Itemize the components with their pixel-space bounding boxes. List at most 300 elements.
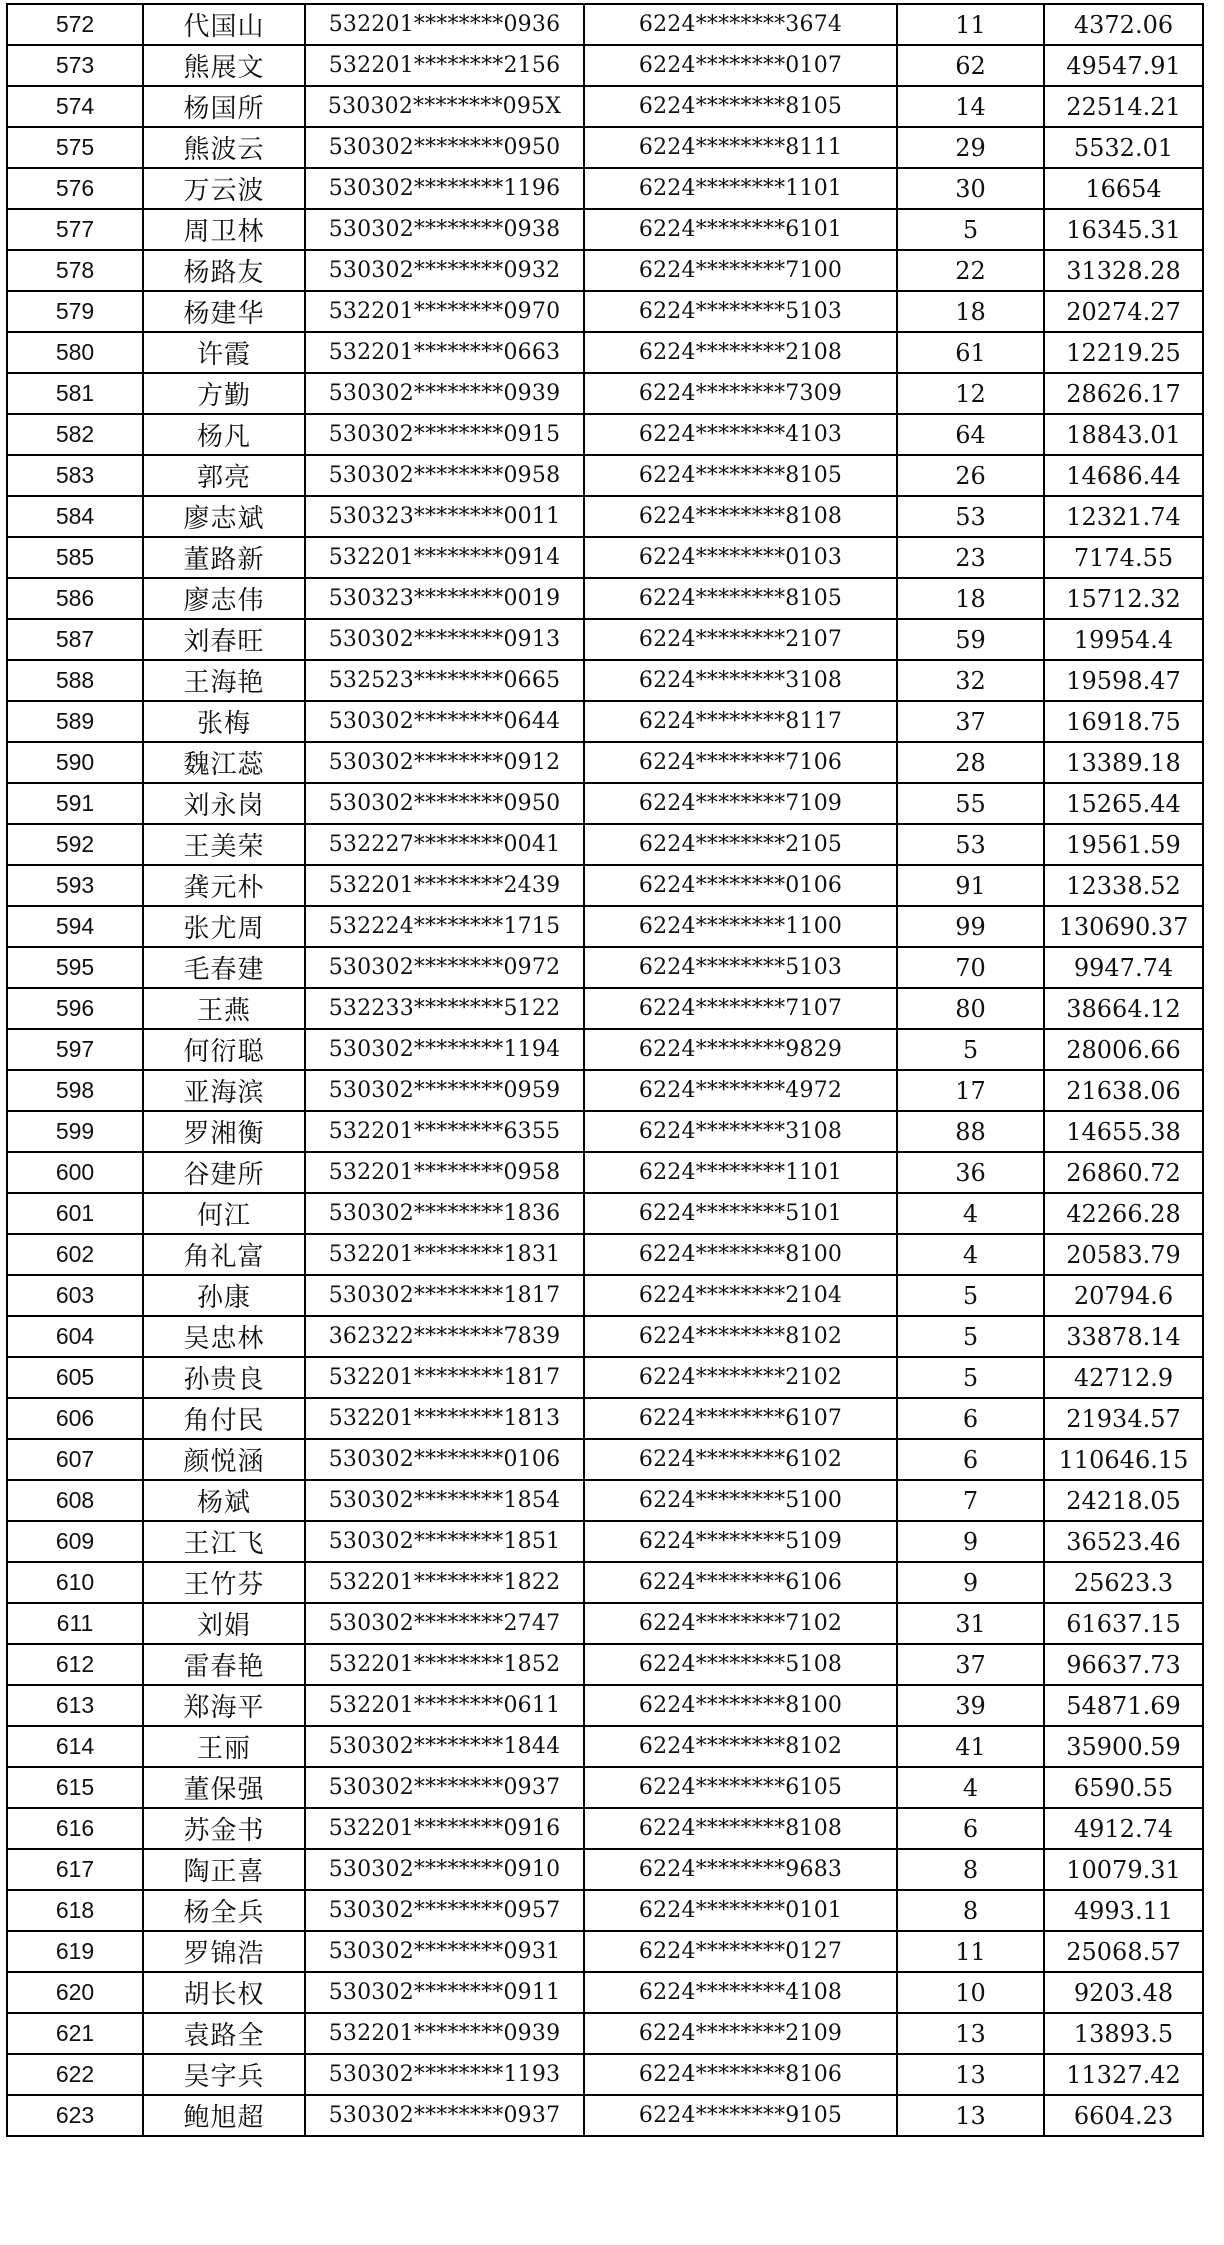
id-number-cell: 532201********1813 xyxy=(305,1398,584,1439)
count-cell: 26 xyxy=(897,455,1044,496)
id-number-cell: 530302********2747 xyxy=(305,1603,584,1644)
row-number-cell: 575 xyxy=(7,127,143,168)
bank-card-cell: 6224********8100 xyxy=(584,1234,897,1275)
amount-cell: 130690.37 xyxy=(1044,906,1203,947)
name-cell: 孙康 xyxy=(143,1275,305,1316)
row-number-cell: 582 xyxy=(7,414,143,455)
id-number-cell: 532201********0611 xyxy=(305,1685,584,1726)
amount-cell: 9203.48 xyxy=(1044,1972,1203,2013)
row-number-cell: 612 xyxy=(7,1644,143,1685)
row-number-cell: 591 xyxy=(7,783,143,824)
bank-card-cell: 6224********8111 xyxy=(584,127,897,168)
name-cell: 万云波 xyxy=(143,168,305,209)
name-cell: 郑海平 xyxy=(143,1685,305,1726)
row-number-cell: 615 xyxy=(7,1767,143,1808)
table-row xyxy=(7,2054,1203,2095)
name-cell: 周卫林 xyxy=(143,209,305,250)
count-cell: 5 xyxy=(897,209,1044,250)
id-number-cell: 532201********6355 xyxy=(305,1111,584,1152)
bank-card-cell: 6224********3674 xyxy=(584,4,897,45)
bank-card-cell: 6224********5103 xyxy=(584,291,897,332)
row-number-cell: 596 xyxy=(7,988,143,1029)
name-cell: 亚海滨 xyxy=(143,1070,305,1111)
table-row xyxy=(7,373,1203,414)
bank-card-cell: 6224********0103 xyxy=(584,537,897,578)
amount-cell: 38664.12 xyxy=(1044,988,1203,1029)
name-cell: 角礼富 xyxy=(143,1234,305,1275)
id-number-cell: 530302********1854 xyxy=(305,1480,584,1521)
amount-cell: 42266.28 xyxy=(1044,1193,1203,1234)
count-cell: 13 xyxy=(897,2013,1044,2054)
name-cell: 代国山 xyxy=(143,4,305,45)
name-cell: 魏江蕊 xyxy=(143,742,305,783)
bank-card-cell: 6224********8106 xyxy=(584,2054,897,2095)
table-row xyxy=(7,332,1203,373)
name-cell: 颜悦涵 xyxy=(143,1439,305,1480)
name-cell: 熊波云 xyxy=(143,127,305,168)
bank-card-cell: 6224********7100 xyxy=(584,250,897,291)
amount-cell: 24218.05 xyxy=(1044,1480,1203,1521)
count-cell: 13 xyxy=(897,2054,1044,2095)
bank-card-cell: 6224********7102 xyxy=(584,1603,897,1644)
row-number-cell: 607 xyxy=(7,1439,143,1480)
amount-cell: 21934.57 xyxy=(1044,1398,1203,1439)
bank-card-cell: 6224********1101 xyxy=(584,1152,897,1193)
count-cell: 41 xyxy=(897,1726,1044,1767)
count-cell: 39 xyxy=(897,1685,1044,1726)
id-number-cell: 530302********0958 xyxy=(305,455,584,496)
table-row xyxy=(7,45,1203,86)
name-cell: 角付民 xyxy=(143,1398,305,1439)
bank-card-cell: 6224********6101 xyxy=(584,209,897,250)
amount-cell: 36523.46 xyxy=(1044,1521,1203,1562)
data-table xyxy=(6,3,1204,2137)
bank-card-cell: 6224********0127 xyxy=(584,1931,897,1972)
row-number-cell: 602 xyxy=(7,1234,143,1275)
table-row xyxy=(7,1931,1203,1972)
table-row xyxy=(7,1029,1203,1070)
table-row xyxy=(7,1685,1203,1726)
count-cell: 18 xyxy=(897,291,1044,332)
table-row xyxy=(7,1808,1203,1849)
id-number-cell: 530302********1851 xyxy=(305,1521,584,1562)
table-row xyxy=(7,496,1203,537)
amount-cell: 14655.38 xyxy=(1044,1111,1203,1152)
amount-cell: 4372.06 xyxy=(1044,4,1203,45)
table-row xyxy=(7,865,1203,906)
id-number-cell: 532201********1831 xyxy=(305,1234,584,1275)
row-number-cell: 621 xyxy=(7,2013,143,2054)
count-cell: 13 xyxy=(897,2095,1044,2136)
count-cell: 37 xyxy=(897,1644,1044,1685)
id-number-cell: 530302********0912 xyxy=(305,742,584,783)
name-cell: 胡长权 xyxy=(143,1972,305,2013)
name-cell: 王丽 xyxy=(143,1726,305,1767)
count-cell: 30 xyxy=(897,168,1044,209)
row-number-cell: 616 xyxy=(7,1808,143,1849)
table-row xyxy=(7,1521,1203,1562)
name-cell: 张尤周 xyxy=(143,906,305,947)
name-cell: 郭亮 xyxy=(143,455,305,496)
amount-cell: 15712.32 xyxy=(1044,578,1203,619)
bank-card-cell: 6224********4103 xyxy=(584,414,897,455)
id-number-cell: 362322********7839 xyxy=(305,1316,584,1357)
table-row xyxy=(7,1111,1203,1152)
id-number-cell: 532523********0665 xyxy=(305,660,584,701)
amount-cell: 28006.66 xyxy=(1044,1029,1203,1070)
row-number-cell: 585 xyxy=(7,537,143,578)
bank-card-cell: 6224********8108 xyxy=(584,1808,897,1849)
bank-card-cell: 6224********0107 xyxy=(584,45,897,86)
row-number-cell: 573 xyxy=(7,45,143,86)
bank-card-cell: 6224********8105 xyxy=(584,578,897,619)
bank-card-cell: 6224********2105 xyxy=(584,824,897,865)
bank-card-cell: 6224********1101 xyxy=(584,168,897,209)
table-row xyxy=(7,1234,1203,1275)
bank-card-cell: 6224********3108 xyxy=(584,660,897,701)
amount-cell: 49547.91 xyxy=(1044,45,1203,86)
id-number-cell: 530302********0950 xyxy=(305,127,584,168)
count-cell: 8 xyxy=(897,1890,1044,1931)
id-number-cell: 530302********0950 xyxy=(305,783,584,824)
table-row xyxy=(7,1562,1203,1603)
name-cell: 毛春建 xyxy=(143,947,305,988)
table-row xyxy=(7,86,1203,127)
name-cell: 杨路友 xyxy=(143,250,305,291)
amount-cell: 15265.44 xyxy=(1044,783,1203,824)
name-cell: 鲍旭超 xyxy=(143,2095,305,2136)
table-row xyxy=(7,291,1203,332)
id-number-cell: 530302********0932 xyxy=(305,250,584,291)
table-row xyxy=(7,1849,1203,1890)
id-number-cell: 530302********1196 xyxy=(305,168,584,209)
bank-card-cell: 6224********2107 xyxy=(584,619,897,660)
row-number-cell: 611 xyxy=(7,1603,143,1644)
id-number-cell: 530323********0011 xyxy=(305,496,584,537)
amount-cell: 26860.72 xyxy=(1044,1152,1203,1193)
row-number-cell: 584 xyxy=(7,496,143,537)
id-number-cell: 530302********0910 xyxy=(305,1849,584,1890)
name-cell: 袁路全 xyxy=(143,2013,305,2054)
amount-cell: 22514.21 xyxy=(1044,86,1203,127)
count-cell: 28 xyxy=(897,742,1044,783)
table-row xyxy=(7,1726,1203,1767)
bank-card-cell: 6224********2102 xyxy=(584,1357,897,1398)
amount-cell: 11327.42 xyxy=(1044,2054,1203,2095)
id-number-cell: 532201********2156 xyxy=(305,45,584,86)
name-cell: 何江 xyxy=(143,1193,305,1234)
bank-card-cell: 6224********1100 xyxy=(584,906,897,947)
amount-cell: 4912.74 xyxy=(1044,1808,1203,1849)
count-cell: 53 xyxy=(897,824,1044,865)
amount-cell: 25068.57 xyxy=(1044,1931,1203,1972)
row-number-cell: 619 xyxy=(7,1931,143,1972)
amount-cell: 4993.11 xyxy=(1044,1890,1203,1931)
name-cell: 杨凡 xyxy=(143,414,305,455)
amount-cell: 20583.79 xyxy=(1044,1234,1203,1275)
count-cell: 6 xyxy=(897,1808,1044,1849)
count-cell: 70 xyxy=(897,947,1044,988)
table-row xyxy=(7,988,1203,1029)
row-number-cell: 588 xyxy=(7,660,143,701)
name-cell: 廖志斌 xyxy=(143,496,305,537)
bank-card-cell: 6224********5101 xyxy=(584,1193,897,1234)
amount-cell: 42712.9 xyxy=(1044,1357,1203,1398)
table-row xyxy=(7,455,1203,496)
count-cell: 8 xyxy=(897,1849,1044,1890)
bank-card-cell: 6224********2108 xyxy=(584,332,897,373)
name-cell: 孙贵良 xyxy=(143,1357,305,1398)
table-row xyxy=(7,783,1203,824)
name-cell: 张梅 xyxy=(143,701,305,742)
count-cell: 11 xyxy=(897,1931,1044,1972)
row-number-cell: 617 xyxy=(7,1849,143,1890)
bank-card-cell: 6224********9829 xyxy=(584,1029,897,1070)
id-number-cell: 530302********0915 xyxy=(305,414,584,455)
id-number-cell: 532201********1817 xyxy=(305,1357,584,1398)
row-number-cell: 593 xyxy=(7,865,143,906)
name-cell: 刘娟 xyxy=(143,1603,305,1644)
table-row xyxy=(7,1972,1203,2013)
bank-card-cell: 6224********8117 xyxy=(584,701,897,742)
id-number-cell: 532201********0914 xyxy=(305,537,584,578)
name-cell: 龚元朴 xyxy=(143,865,305,906)
row-number-cell: 592 xyxy=(7,824,143,865)
count-cell: 10 xyxy=(897,1972,1044,2013)
id-number-cell: 532201********0939 xyxy=(305,2013,584,2054)
row-number-cell: 608 xyxy=(7,1480,143,1521)
count-cell: 9 xyxy=(897,1521,1044,1562)
bank-card-cell: 6224********4972 xyxy=(584,1070,897,1111)
table-row xyxy=(7,1357,1203,1398)
amount-cell: 54871.69 xyxy=(1044,1685,1203,1726)
amount-cell: 13893.5 xyxy=(1044,2013,1203,2054)
bank-card-cell: 6224********5103 xyxy=(584,947,897,988)
name-cell: 方勤 xyxy=(143,373,305,414)
amount-cell: 19598.47 xyxy=(1044,660,1203,701)
table-row xyxy=(7,947,1203,988)
table-row xyxy=(7,1644,1203,1685)
count-cell: 99 xyxy=(897,906,1044,947)
bank-card-cell: 6224********7106 xyxy=(584,742,897,783)
row-number-cell: 580 xyxy=(7,332,143,373)
table-row xyxy=(7,1767,1203,1808)
id-number-cell: 530302********0959 xyxy=(305,1070,584,1111)
table-row xyxy=(7,1070,1203,1111)
count-cell: 22 xyxy=(897,250,1044,291)
name-cell: 董保强 xyxy=(143,1767,305,1808)
count-cell: 4 xyxy=(897,1234,1044,1275)
row-number-cell: 610 xyxy=(7,1562,143,1603)
bank-card-cell: 6224********6105 xyxy=(584,1767,897,1808)
table-row xyxy=(7,537,1203,578)
row-number-cell: 609 xyxy=(7,1521,143,1562)
amount-cell: 96637.73 xyxy=(1044,1644,1203,1685)
id-number-cell: 532201********0663 xyxy=(305,332,584,373)
count-cell: 17 xyxy=(897,1070,1044,1111)
table-row xyxy=(7,660,1203,701)
id-number-cell: 530302********0937 xyxy=(305,2095,584,2136)
table-row xyxy=(7,2095,1203,2136)
table-row xyxy=(7,1890,1203,1931)
id-number-cell: 530302********0931 xyxy=(305,1931,584,1972)
bank-card-cell: 6224********0106 xyxy=(584,865,897,906)
count-cell: 37 xyxy=(897,701,1044,742)
id-number-cell: 530302********0939 xyxy=(305,373,584,414)
amount-cell: 18843.01 xyxy=(1044,414,1203,455)
amount-cell: 28626.17 xyxy=(1044,373,1203,414)
bank-card-cell: 6224********8108 xyxy=(584,496,897,537)
amount-cell: 7174.55 xyxy=(1044,537,1203,578)
bank-card-cell: 6224********9105 xyxy=(584,2095,897,2136)
id-number-cell: 530302********0972 xyxy=(305,947,584,988)
table-row xyxy=(7,1603,1203,1644)
amount-cell: 12338.52 xyxy=(1044,865,1203,906)
bank-card-cell: 6224********9683 xyxy=(584,1849,897,1890)
name-cell: 刘永岗 xyxy=(143,783,305,824)
row-number-cell: 589 xyxy=(7,701,143,742)
count-cell: 7 xyxy=(897,1480,1044,1521)
count-cell: 53 xyxy=(897,496,1044,537)
table-row xyxy=(7,1439,1203,1480)
bank-card-cell: 6224********3108 xyxy=(584,1111,897,1152)
row-number-cell: 606 xyxy=(7,1398,143,1439)
bank-card-cell: 6224********8105 xyxy=(584,86,897,127)
count-cell: 12 xyxy=(897,373,1044,414)
bank-card-cell: 6224********2104 xyxy=(584,1275,897,1316)
bank-card-cell: 6224********2109 xyxy=(584,2013,897,2054)
table-body xyxy=(7,4,1203,2136)
count-cell: 80 xyxy=(897,988,1044,1029)
table-row xyxy=(7,1275,1203,1316)
bank-card-cell: 6224********5100 xyxy=(584,1480,897,1521)
id-number-cell: 530302********0937 xyxy=(305,1767,584,1808)
amount-cell: 9947.74 xyxy=(1044,947,1203,988)
name-cell: 王美荣 xyxy=(143,824,305,865)
bank-card-cell: 6224********0101 xyxy=(584,1890,897,1931)
row-number-cell: 623 xyxy=(7,2095,143,2136)
table-row xyxy=(7,2013,1203,2054)
count-cell: 5 xyxy=(897,1029,1044,1070)
count-cell: 62 xyxy=(897,45,1044,86)
count-cell: 4 xyxy=(897,1767,1044,1808)
name-cell: 杨国所 xyxy=(143,86,305,127)
amount-cell: 12321.74 xyxy=(1044,496,1203,537)
id-number-cell: 530302********1194 xyxy=(305,1029,584,1070)
amount-cell: 5532.01 xyxy=(1044,127,1203,168)
row-number-cell: 620 xyxy=(7,1972,143,2013)
table-row xyxy=(7,4,1203,45)
table-row xyxy=(7,701,1203,742)
row-number-cell: 583 xyxy=(7,455,143,496)
row-number-cell: 579 xyxy=(7,291,143,332)
id-number-cell: 530302********0957 xyxy=(305,1890,584,1931)
count-cell: 14 xyxy=(897,86,1044,127)
count-cell: 88 xyxy=(897,1111,1044,1152)
amount-cell: 33878.14 xyxy=(1044,1316,1203,1357)
bank-card-cell: 6224********8102 xyxy=(584,1316,897,1357)
name-cell: 王燕 xyxy=(143,988,305,1029)
count-cell: 23 xyxy=(897,537,1044,578)
row-number-cell: 595 xyxy=(7,947,143,988)
name-cell: 杨全兵 xyxy=(143,1890,305,1931)
name-cell: 杨建华 xyxy=(143,291,305,332)
id-number-cell: 532233********5122 xyxy=(305,988,584,1029)
name-cell: 熊展文 xyxy=(143,45,305,86)
count-cell: 36 xyxy=(897,1152,1044,1193)
amount-cell: 21638.06 xyxy=(1044,1070,1203,1111)
row-number-cell: 590 xyxy=(7,742,143,783)
amount-cell: 110646.15 xyxy=(1044,1439,1203,1480)
row-number-cell: 601 xyxy=(7,1193,143,1234)
table-row xyxy=(7,578,1203,619)
row-number-cell: 572 xyxy=(7,4,143,45)
id-number-cell: 532224********1715 xyxy=(305,906,584,947)
row-number-cell: 598 xyxy=(7,1070,143,1111)
table-row xyxy=(7,906,1203,947)
id-number-cell: 530302********0913 xyxy=(305,619,584,660)
name-cell: 刘春旺 xyxy=(143,619,305,660)
name-cell: 罗锦浩 xyxy=(143,1931,305,1972)
count-cell: 5 xyxy=(897,1357,1044,1398)
row-number-cell: 581 xyxy=(7,373,143,414)
id-number-cell: 530302********1844 xyxy=(305,1726,584,1767)
amount-cell: 6590.55 xyxy=(1044,1767,1203,1808)
id-number-cell: 530323********0019 xyxy=(305,578,584,619)
bank-card-cell: 6224********8102 xyxy=(584,1726,897,1767)
id-number-cell: 532201********1852 xyxy=(305,1644,584,1685)
bank-card-cell: 6224********8105 xyxy=(584,455,897,496)
row-number-cell: 622 xyxy=(7,2054,143,2095)
amount-cell: 14686.44 xyxy=(1044,455,1203,496)
amount-cell: 19561.59 xyxy=(1044,824,1203,865)
id-number-cell: 530302********1836 xyxy=(305,1193,584,1234)
count-cell: 29 xyxy=(897,127,1044,168)
name-cell: 苏金书 xyxy=(143,1808,305,1849)
table-row xyxy=(7,1316,1203,1357)
bank-card-cell: 6224********8100 xyxy=(584,1685,897,1726)
count-cell: 91 xyxy=(897,865,1044,906)
amount-cell: 12219.25 xyxy=(1044,332,1203,373)
row-number-cell: 576 xyxy=(7,168,143,209)
count-cell: 55 xyxy=(897,783,1044,824)
count-cell: 6 xyxy=(897,1439,1044,1480)
table-row xyxy=(7,1480,1203,1521)
count-cell: 64 xyxy=(897,414,1044,455)
name-cell: 王江飞 xyxy=(143,1521,305,1562)
row-number-cell: 597 xyxy=(7,1029,143,1070)
amount-cell: 13389.18 xyxy=(1044,742,1203,783)
name-cell: 王竹芬 xyxy=(143,1562,305,1603)
row-number-cell: 605 xyxy=(7,1357,143,1398)
count-cell: 18 xyxy=(897,578,1044,619)
id-number-cell: 530302********0644 xyxy=(305,701,584,742)
id-number-cell: 532201********0970 xyxy=(305,291,584,332)
id-number-cell: 532201********1822 xyxy=(305,1562,584,1603)
bank-card-cell: 6224********5108 xyxy=(584,1644,897,1685)
id-number-cell: 530302********0938 xyxy=(305,209,584,250)
id-number-cell: 530302********0106 xyxy=(305,1439,584,1480)
bank-card-cell: 6224********6102 xyxy=(584,1439,897,1480)
table-row xyxy=(7,250,1203,291)
id-number-cell: 530302********0911 xyxy=(305,1972,584,2013)
row-number-cell: 613 xyxy=(7,1685,143,1726)
id-number-cell: 532201********0916 xyxy=(305,1808,584,1849)
row-number-cell: 586 xyxy=(7,578,143,619)
amount-cell: 19954.4 xyxy=(1044,619,1203,660)
amount-cell: 25623.3 xyxy=(1044,1562,1203,1603)
table-row xyxy=(7,127,1203,168)
